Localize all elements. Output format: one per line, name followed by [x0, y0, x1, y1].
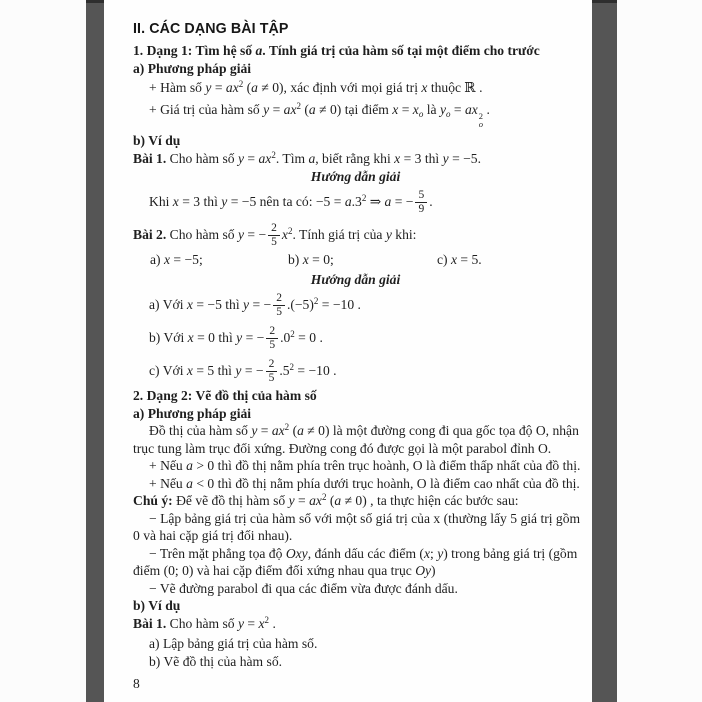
dang2-para1-line2: [133, 440, 578, 458]
dang2-method-label: [133, 405, 578, 423]
text-segment: y: [235, 363, 242, 378]
text-segment: trục tung làm trục đối xứng. Đường cong đó được gọi là một parabol đỉnh O.: [133, 440, 552, 456]
text-segment: là: [423, 101, 440, 117]
fraction-numerator: 2: [268, 222, 280, 236]
text-segment: ax: [271, 423, 285, 438]
text-segment: x: [394, 151, 401, 166]
text-segment: a) Phương pháp giải: [133, 405, 252, 421]
text-segment: x: [421, 80, 428, 95]
text-segment: a: [344, 194, 352, 209]
text-segment: y: [251, 423, 258, 438]
text-segment: x: [423, 545, 431, 561]
solution-heading-2: [133, 271, 578, 289]
dang2-chuy: [133, 492, 578, 510]
text-segment: Đồ thị của hàm số: [149, 423, 252, 438]
fraction-denominator: 5: [269, 339, 276, 352]
text-segment: = 0 .: [294, 330, 323, 345]
text-segment: ≠ 0), xác định với mọi giá trị: [257, 80, 422, 95]
text-segment: y: [243, 297, 250, 312]
dang2-step1-line2: [133, 527, 578, 545]
text-segment: Để vẽ đồ thị hàm số: [172, 493, 289, 508]
page-number: 8: [133, 676, 140, 691]
text-segment: 2: [313, 296, 319, 306]
text-segment: a: [186, 458, 193, 473]
dang2-bai1: [133, 615, 578, 633]
text-segment: Bài 1.: [133, 151, 167, 166]
text-segment: =: [398, 101, 413, 117]
text-segment: y: [237, 615, 245, 631]
text-segment: = −5 nên ta có: −5 =: [227, 194, 345, 209]
text-segment: =: [294, 493, 310, 508]
text-segment: y: [288, 493, 295, 508]
text-segment: a) Với: [149, 297, 187, 312]
text-segment: (: [326, 493, 335, 508]
text-segment: x: [172, 194, 179, 209]
text-segment: 2: [296, 100, 301, 111]
case-item: [437, 251, 482, 269]
text-segment: b) Với: [149, 330, 188, 345]
dang1-method-line1: [133, 79, 578, 97]
text-segment: a: [251, 80, 258, 95]
text-segment: (: [300, 101, 309, 117]
text-segment: Cho hàm số: [166, 615, 238, 631]
text-segment: thuộc ℝ .: [427, 80, 483, 95]
text-segment: ax: [225, 80, 239, 95]
case-item: [150, 251, 203, 269]
text-segment: = 0 thì: [193, 330, 237, 345]
text-segment: a): [150, 252, 164, 267]
text-segment: , đánh dấu các điểm (: [307, 545, 424, 561]
text-segment: − Vẽ đường parabol đi qua các điểm vừa được đánh dấu.: [149, 580, 458, 596]
text-segment: a: [334, 493, 342, 508]
text-segment: =: [244, 151, 259, 166]
text-segment: (: [289, 423, 298, 438]
text-segment: x: [302, 252, 309, 267]
text-segment: b) Ví dụ: [133, 598, 181, 613]
text-segment: − Lập bảng giá trị của hàm số với một số giá trị của x (thường lấy 5 giá trị gồm: [149, 510, 581, 526]
text-segment: =: [269, 101, 284, 117]
page-content: [104, 0, 592, 702]
text-segment: a: [384, 194, 392, 209]
text-segment: khi:: [391, 227, 417, 242]
dang1-title: [133, 42, 578, 60]
dang1-method-line2: [133, 101, 578, 129]
text-segment: = 0;: [308, 252, 334, 267]
text-segment: x: [412, 101, 419, 117]
text-segment: − Trên mặt phẳng tọa độ: [149, 545, 286, 561]
text-segment: x: [392, 101, 399, 117]
text-segment: 2: [287, 226, 293, 236]
text-segment: x: [187, 330, 194, 345]
text-segment: 2: [290, 329, 295, 339]
text-segment: = −5;: [170, 252, 203, 267]
dang1-example-label: [133, 132, 578, 150]
dang2-bai1-a: [133, 635, 578, 653]
text-segment: b) Ví dụ: [133, 132, 181, 148]
text-segment: a: [297, 423, 304, 438]
text-segment: = −10 .: [318, 297, 361, 312]
text-segment: ax: [309, 493, 322, 508]
bai2-solution-b: [133, 321, 578, 354]
text-segment: Bài 2.: [133, 227, 167, 242]
text-segment: + Giá trị của hàm số: [149, 101, 264, 117]
text-segment: ≠ 0) , ta thực hiện các bước sau:: [341, 493, 519, 508]
text-segment: x: [258, 615, 265, 631]
dang1-bai2: [133, 218, 578, 251]
page-edge-shadow-right: [592, 0, 617, 702]
text-segment: = 5.: [457, 252, 482, 267]
dang2-note-a-positive: [133, 457, 581, 475]
fraction: [268, 222, 280, 249]
dang1-bai1-solution: [133, 185, 578, 218]
subscript: o: [478, 119, 484, 129]
text-segment: . Tính giá trị của hàm số tại một điểm cho trước: [262, 43, 540, 58]
fraction-denominator: 5: [276, 306, 282, 319]
text-segment: 2: [361, 193, 367, 203]
text-segment: x: [186, 363, 193, 378]
text-segment: 1. Dạng 1: Tìm hệ số: [133, 43, 256, 58]
text-segment: < 0 thì đồ thị nằm phía dưới trục hoành, O là điểm cao nhất của đồ thị.: [192, 475, 580, 491]
text-segment: , biết rằng khi: [315, 151, 395, 166]
superscript: 2: [478, 110, 484, 121]
text-segment: y: [221, 194, 228, 209]
dang2-step2-line2: [133, 562, 578, 580]
text-segment: 2: [289, 362, 295, 372]
text-segment: 2: [321, 492, 327, 502]
text-segment: a: [308, 151, 316, 166]
fraction: [266, 358, 278, 385]
dang2-note-a-negative: [133, 475, 578, 493]
dang1-method-label: [133, 60, 578, 78]
text-segment: a: [186, 475, 193, 491]
text-segment: (: [243, 80, 252, 95]
text-segment: ax: [283, 101, 297, 117]
text-segment: Oxy: [285, 545, 308, 561]
text-segment: . Tìm: [275, 151, 309, 166]
text-segment: .: [483, 101, 490, 117]
text-segment: =: [244, 615, 259, 631]
dang1-bai1: [133, 150, 578, 168]
text-segment: Khi: [149, 194, 173, 209]
text-segment: y: [236, 330, 243, 345]
text-segment: x: [450, 252, 458, 267]
text-segment: x: [186, 297, 193, 312]
text-segment: + Hàm số: [149, 80, 206, 95]
fraction-numerator: 2: [273, 292, 285, 306]
text-segment: b): [288, 252, 303, 267]
text-segment: =: [450, 101, 465, 117]
text-segment: 2: [264, 614, 270, 625]
text-segment: b) Vẽ đồ thị của hàm số.: [149, 653, 283, 669]
text-segment: o: [418, 108, 424, 119]
text-segment: y: [439, 101, 446, 117]
section-heading: II. CÁC DẠNG BÀI TẬP: [133, 20, 289, 37]
dang1-bai2-cases: [133, 251, 578, 269]
case-item: [288, 251, 334, 269]
text-segment: c): [437, 252, 451, 267]
text-segment: Cho hàm số: [166, 151, 238, 166]
fraction-denominator: 9: [418, 203, 425, 216]
text-segment: =: [211, 80, 226, 95]
text-segment: .5: [279, 363, 290, 378]
text-segment: Hướng dẫn giải: [310, 168, 401, 184]
text-segment: x: [281, 227, 288, 242]
fraction: [266, 325, 278, 352]
text-segment: = −5 thì: [192, 297, 244, 312]
text-segment: ⇒: [366, 194, 385, 209]
document-lines: [133, 42, 581, 670]
text-segment: c) Với: [149, 363, 187, 378]
bai2-solution-a: [133, 288, 578, 321]
text-segment: = −: [242, 330, 265, 345]
text-segment: . Tính giá trị của: [292, 227, 386, 242]
solution-heading-1: [133, 168, 578, 186]
text-segment: 2. Dạng 2: Vẽ đồ thị của hàm số: [133, 388, 317, 403]
text-segment: y: [237, 151, 245, 166]
text-segment: điểm (0; 0) và hai cặp điểm đối xứng nhau qua trục: [133, 563, 416, 578]
text-segment: a: [308, 101, 316, 117]
fraction-numerator: 2: [266, 325, 278, 339]
text-segment: a: [255, 43, 263, 58]
text-segment: 2: [271, 150, 276, 160]
text-segment: = −: [391, 194, 414, 209]
text-segment: Oy: [415, 563, 432, 578]
text-segment: =: [257, 423, 272, 438]
text-segment: 2: [284, 422, 290, 432]
text-segment: ≠ 0) tại điểm: [315, 101, 393, 117]
text-segment: x: [163, 252, 171, 267]
text-segment: ) trong bảng giá trị (gồm: [443, 545, 578, 561]
text-segment: o: [445, 108, 451, 119]
text-segment: Cho hàm số: [166, 227, 238, 242]
text-segment: Hướng dẫn giải: [310, 271, 401, 287]
fraction-numerator: 5: [415, 189, 427, 203]
fraction: [415, 189, 427, 216]
dang2-example-label: [133, 597, 578, 615]
text-segment: ): [431, 563, 436, 578]
text-segment: .: [429, 194, 433, 209]
dang2-title: [133, 387, 578, 405]
text-segment: 2: [238, 79, 244, 89]
text-segment: 0 và hai cặp giá trị đối nhau).: [133, 528, 293, 543]
dang2-para1-line1: [133, 422, 578, 440]
text-segment: = 3 thì: [178, 194, 222, 209]
text-segment: = −10 .: [294, 363, 337, 378]
fraction-denominator: 5: [268, 372, 275, 385]
fraction-numerator: 2: [266, 358, 278, 372]
text-segment: = 3 thì: [400, 151, 443, 166]
text-segment: a) Lập bảng giá trị của hàm số.: [149, 636, 318, 651]
text-segment: Chú ý:: [133, 493, 173, 508]
book-spine-shadow-left: [86, 0, 104, 702]
text-segment: = −: [241, 363, 264, 378]
text-segment: = −: [244, 227, 267, 242]
text-segment: .3: [351, 194, 362, 209]
text-segment: .(−5): [286, 297, 314, 312]
text-segment: y: [205, 80, 212, 95]
text-segment: y: [385, 227, 392, 242]
text-segment: y: [437, 545, 444, 561]
dang2-step2-line1: [133, 545, 578, 563]
text-segment: ≠ 0) là một đường cong đi qua gốc tọa độ O, nhận: [303, 423, 579, 438]
text-segment: = −5.: [448, 151, 481, 166]
dang2-step1-line1: [133, 510, 581, 528]
text-segment: + Nếu: [149, 475, 187, 491]
fraction: [273, 292, 285, 319]
bai2-solution-c: [133, 354, 578, 387]
dang2-step3: [133, 580, 578, 598]
fraction-denominator: 5: [271, 236, 277, 249]
text-segment: > 0 thì đồ thị nằm phía trên trục hoành, O là điểm thấp nhất của đồ thị.: [192, 458, 581, 473]
text-segment: a) Phương pháp giải: [133, 60, 252, 76]
text-segment: y: [263, 101, 270, 117]
text-segment: = 5 thì: [192, 363, 236, 378]
text-segment: ;: [430, 545, 438, 561]
text-segment: .0: [280, 330, 291, 345]
text-segment: ax: [464, 101, 478, 117]
text-segment: = −: [249, 297, 272, 312]
text-segment: + Nếu: [149, 458, 187, 473]
text-segment: ax: [258, 151, 272, 166]
text-segment: .: [269, 615, 276, 631]
text-segment: y: [442, 151, 449, 166]
dang2-bai1-b: [133, 653, 578, 671]
text-segment: Bài 1.: [133, 615, 167, 631]
text-segment: y: [237, 227, 245, 242]
